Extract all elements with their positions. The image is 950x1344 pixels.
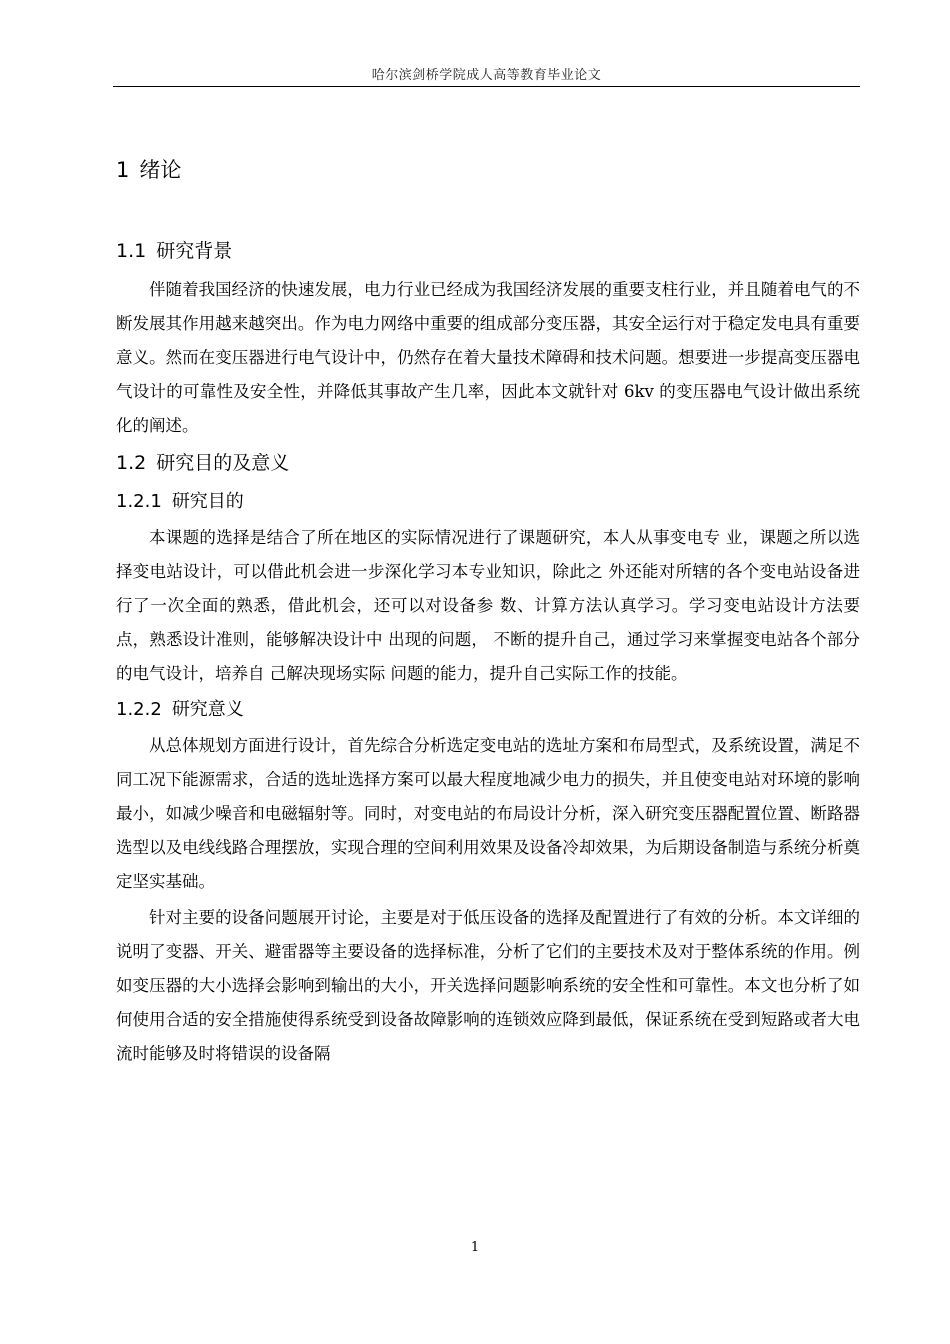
subsection-heading-1-2-1 [116,485,860,519]
paragraph-significance-2: 针对主要的设备问题展开讨论，主要是对于低压设备的选择及配置进行了有效的分析。本文详细的说明了变器、开关、避雷器等主要设备的选择标准，分析了它们的主要技术及对于整体系统的作用。例如变压器的大小选择会影响到输出的大小，开关选择问题影响系统的安全性和可靠性。本文也分析了如何使用合适的安全措施使得系统受到设备故障影响的连锁效应降到最低，保证系统在受到短路或者大电流时能够及时将错误的设备隔 [116,908,860,1063]
page-body [116,150,860,1073]
subsection-heading-1-2-2 [116,693,860,727]
section-title: 研究目的及意义 [156,452,290,474]
section-number: 1.2 [116,452,147,474]
subsection-title: 研究意义 [171,699,244,720]
paragraph-significance-1: 从总体规划方面进行设计，首先综合分析选定变电站的选址方案和布局型式，及系统设置，满足不同工况下能源需求，合适的选址选择方案可以最大程度地减少电力的损失，并且使变电站对环境的影响最小，如减少噪音和电磁辐射等。同时，对变电站的布局设计分析，深入研究变压器配置位置、断路器选型以及电线线路合理摆放，实现合理的空间利用效果及设备冷却效果，为后期设备制造与系统分析奠定坚实基础。 [116,736,860,891]
chapter-heading [116,150,860,190]
section-title: 研究背景 [156,240,233,262]
subsection-title: 研究目的 [171,491,244,512]
section-heading-1-1 [116,233,860,269]
running-header: 哈尔滨剑桥学院成人高等教育毕业论文 [113,64,860,87]
chapter-number: 1 [116,158,130,182]
section-number: 1.1 [116,240,147,262]
subsection-number: 1.2.2 [116,699,162,720]
chapter-title: 绪论 [139,158,182,182]
page-number: 1 [470,1240,480,1255]
section-heading-1-2 [116,445,860,481]
paragraph-purpose: 本课题的选择是结合了所在地区的实际情况进行了课题研究，本人从事变电专 业，课题之所以选择变电站设计，可以借此机会进一步深化学习本专业知识，除此之 外还能对所辖的各个变电站设备进行了一次全面的熟悉，借此机会，还可以对设备参 数、计算方法认真学习。学习变电站设计方法要点，熟悉设计准则，能够解决设计中 出现的问题， 不断的提升自己，通过学习来掌握变电站各个部分的电气设计，培养自 己解决现场实际 问题的能力，提升自己实际工作的技能。 [116,528,860,683]
subsection-number: 1.2.1 [116,491,162,512]
paragraph-background: 伴随着我国经济的快速发展，电力行业已经成为我国经济发展的重要支柱行业，并且随着电气的不断发展其作用越来越突出。作为电力网络中重要的组成部分变压器，其安全运行对于稳定发电具有重要意义。然而在变压器进行电气设计中，仍然存在着大量技术障碍和技术问题。想要进一步提高变压器电气设计的可靠性及安全性，并降低其事故产生几率，因此本文就针对 6kv 的变压器电气设计做出系统化的阐述。 [116,280,860,435]
